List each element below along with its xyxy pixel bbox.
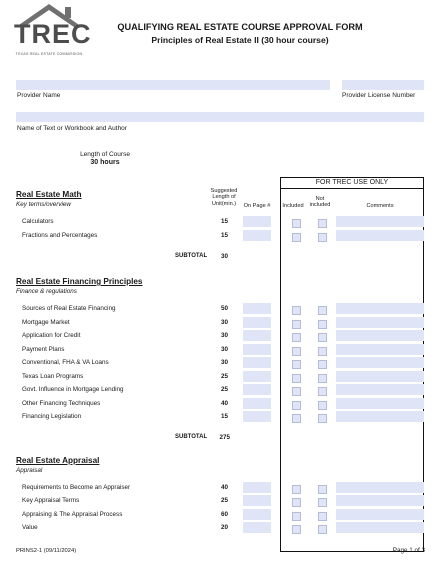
row-minutes: 15: [220, 232, 228, 239]
row-label: Texas Loan Programs: [22, 373, 84, 380]
not-included-checkbox[interactable]: [318, 498, 327, 507]
comments-field[interactable]: [336, 230, 424, 241]
on-page-field[interactable]: [243, 398, 271, 409]
col-on-page: On Page #: [243, 203, 271, 209]
comments-field[interactable]: [336, 344, 424, 355]
trec-use-only-header: [280, 177, 424, 189]
on-page-field[interactable]: [243, 303, 271, 314]
col-suggested-length: Suggested Length of Unit(min.): [210, 188, 238, 207]
included-checkbox[interactable]: [292, 333, 301, 342]
on-page-field[interactable]: [243, 330, 271, 341]
not-included-checkbox[interactable]: [318, 360, 327, 369]
row-label: Key Appraisal Terms: [22, 497, 80, 504]
comments-field[interactable]: [336, 371, 424, 382]
on-page-field[interactable]: [243, 357, 271, 368]
row-minutes: 25: [220, 386, 228, 393]
provider-name-field[interactable]: [16, 80, 330, 90]
section-subtitle-appraisal: Appraisal: [16, 467, 43, 474]
comments-field[interactable]: [336, 317, 424, 328]
comments-field[interactable]: [336, 357, 424, 368]
on-page-field[interactable]: [243, 216, 271, 227]
row-label: Calculators: [22, 218, 54, 225]
form-id: PRINS2-1 (09/11/2024): [16, 548, 77, 554]
text-author-field[interactable]: [16, 112, 424, 122]
section-title-financing: Real Estate Financing Principles: [16, 277, 143, 286]
on-page-field[interactable]: [243, 482, 271, 493]
on-page-field[interactable]: [243, 411, 271, 422]
col-included: Included: [282, 203, 304, 209]
not-included-checkbox[interactable]: [318, 233, 327, 242]
included-checkbox[interactable]: [292, 387, 301, 396]
not-included-checkbox[interactable]: [318, 525, 327, 534]
on-page-field[interactable]: [243, 371, 271, 382]
row-minutes: 30: [220, 332, 228, 339]
included-checkbox[interactable]: [292, 374, 301, 383]
on-page-field[interactable]: [243, 344, 271, 355]
row-minutes: 30: [220, 346, 228, 353]
not-included-checkbox[interactable]: [318, 387, 327, 396]
on-page-field[interactable]: [243, 509, 271, 520]
not-included-checkbox[interactable]: [318, 306, 327, 315]
comments-field[interactable]: [336, 482, 424, 493]
included-checkbox[interactable]: [292, 414, 301, 423]
on-page-field[interactable]: [243, 230, 271, 241]
on-page-field[interactable]: [243, 522, 271, 533]
row-label: Appraising & The Appraisal Process: [22, 511, 123, 518]
row-minutes: 20: [220, 524, 228, 531]
provider-license-field[interactable]: [342, 80, 424, 90]
included-checkbox[interactable]: [292, 512, 301, 521]
not-included-checkbox[interactable]: [318, 333, 327, 342]
row-minutes: 30: [220, 319, 228, 326]
provider-license-label: Provider License Number: [342, 92, 416, 99]
included-checkbox[interactable]: [292, 485, 301, 494]
not-included-checkbox[interactable]: [318, 512, 327, 521]
form-subtitle: Principles of Real Estate II (30 hour course): [151, 35, 329, 45]
subtotal-label: SUBTOTAL: [175, 253, 208, 259]
row-label: Other Financing Techniques: [22, 400, 101, 407]
row-label: Application for Credit: [22, 332, 81, 339]
not-included-checkbox[interactable]: [318, 485, 327, 494]
section-title-math: Real Estate Math: [16, 190, 82, 199]
row-minutes: 40: [220, 400, 228, 407]
row-minutes: 15: [220, 413, 228, 420]
not-included-checkbox[interactable]: [318, 219, 327, 228]
subtotal-value: 275: [219, 434, 230, 441]
section-subtitle-financing: Finance & regulations: [16, 288, 77, 295]
subtotal-label: SUBTOTAL: [175, 434, 208, 440]
not-included-checkbox[interactable]: [318, 347, 327, 356]
form-title: QUALIFYING REAL ESTATE COURSE APPROVAL FORM: [117, 22, 363, 32]
not-included-checkbox[interactable]: [318, 320, 327, 329]
row-minutes: 25: [220, 497, 228, 504]
trec-use-only-label: FOR TREC USE ONLY: [315, 179, 389, 186]
not-included-checkbox[interactable]: [318, 374, 327, 383]
included-checkbox[interactable]: [292, 525, 301, 534]
logo-subtitle: TEXAS REAL ESTATE COMMISSION: [15, 52, 83, 56]
included-checkbox[interactable]: [292, 233, 301, 242]
included-checkbox[interactable]: [292, 401, 301, 410]
on-page-field[interactable]: [243, 495, 271, 506]
comments-field[interactable]: [336, 303, 424, 314]
included-checkbox[interactable]: [292, 347, 301, 356]
col-not-included: Not included: [309, 196, 331, 209]
comments-field[interactable]: [336, 522, 424, 533]
included-checkbox[interactable]: [292, 320, 301, 329]
row-label: Mortgage Market: [22, 319, 70, 326]
row-label: Financing Legislation: [22, 413, 82, 420]
row-minutes: 60: [220, 511, 228, 518]
section-title-appraisal: Real Estate Appraisal: [16, 456, 100, 465]
comments-field[interactable]: [336, 216, 424, 227]
included-checkbox[interactable]: [292, 360, 301, 369]
trec-logo: [14, 2, 92, 62]
length-of-course-label: Length of Course: [80, 151, 130, 158]
provider-name-label: Provider Name: [17, 92, 61, 99]
length-of-course-value: 30 hours: [90, 159, 120, 166]
row-minutes: 30: [220, 359, 228, 366]
not-included-checkbox[interactable]: [318, 401, 327, 410]
row-label: Requirements to Become an Appraiser: [22, 484, 131, 491]
row-label: Payment Plans: [22, 346, 65, 353]
row-label: Value: [22, 524, 38, 531]
included-checkbox[interactable]: [292, 219, 301, 228]
subtotal-value: 30: [220, 253, 228, 260]
comments-field[interactable]: [336, 330, 424, 341]
row-minutes: 25: [220, 373, 228, 380]
comments-field[interactable]: [336, 495, 424, 506]
row-label: Fractions and Percentages: [22, 232, 98, 239]
comments-field[interactable]: [336, 384, 424, 395]
text-author-label: Name of Text or Workbook and Author: [17, 125, 127, 132]
on-page-field[interactable]: [243, 384, 271, 395]
page-number: Page 1 of 3: [392, 547, 425, 554]
row-label: Sources of Real Estate Financing: [22, 305, 116, 312]
row-label: Govt. Influence in Mortgage Lending: [22, 386, 124, 393]
row-minutes: 15: [220, 218, 228, 225]
col-comments: Comments: [366, 203, 394, 209]
row-minutes: 40: [220, 484, 228, 491]
row-label: Conventional, FHA & VA Loans: [22, 359, 109, 366]
section-subtitle-math: Key terms/overview: [16, 201, 71, 208]
comments-field[interactable]: [336, 411, 424, 422]
included-checkbox[interactable]: [292, 498, 301, 507]
not-included-checkbox[interactable]: [318, 414, 327, 423]
included-checkbox[interactable]: [292, 306, 301, 315]
comments-field[interactable]: [336, 509, 424, 520]
logo-wordmark: TREC: [14, 19, 92, 49]
row-minutes: 50: [220, 305, 228, 312]
comments-field[interactable]: [336, 398, 424, 409]
on-page-field[interactable]: [243, 317, 271, 328]
